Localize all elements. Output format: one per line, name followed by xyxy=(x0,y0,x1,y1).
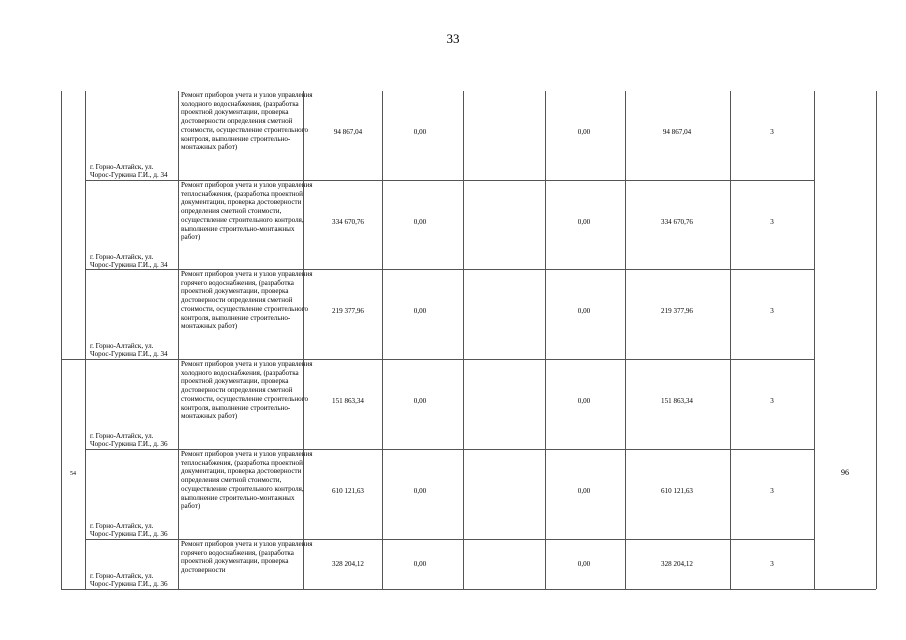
work-description-cell: Ремонт приборов учета и узлов управления холодного водоснабжения, (разработка проектной документации, проверка достоверности определения сметной стоимости, осуществление строительного контроля, выполнение строительно-монтажных работ) xyxy=(181,360,313,421)
value-cell: 0,00 xyxy=(413,218,427,226)
merged-right-value: 96 xyxy=(841,468,849,477)
table-row xyxy=(0,91,906,180)
address-cell: г. Горно-Алтайск, ул. Чорос-Гуркина Г.И., д. 34 xyxy=(90,341,168,359)
table-row xyxy=(0,181,906,270)
total-cell: 334 670,76 xyxy=(661,218,693,226)
value-cell: 0,00 xyxy=(413,307,427,315)
cost-cell: 328 204,12 xyxy=(332,560,364,568)
work-description-cell: Ремонт приборов учета и узлов управления теплоснабжения, (разработка проектной документации, проверка достоверности определения сметной стоимости, осуществление строительного контроля, выполнение строительно-монтажных работ) xyxy=(181,181,313,242)
value-cell: 0,00 xyxy=(413,560,427,568)
total-cell: 151 863,34 xyxy=(661,397,693,405)
value-cell: 0,00 xyxy=(577,307,591,315)
cost-cell: 219 377,96 xyxy=(332,307,364,315)
page-number: 33 xyxy=(446,31,460,46)
work-description-cell: Ремонт приборов учета и узлов управления горячего водоснабжения, (разработка проектной документации, проверка достоверности определения сметной стоимости, осуществление строительного контроля, выполнение строительно-монтажных работ) xyxy=(181,270,313,331)
value-cell: 0,00 xyxy=(413,128,427,136)
value-cell: 0,00 xyxy=(413,397,427,405)
total-cell: 610 121,63 xyxy=(661,487,693,495)
work-description-cell: Ремонт приборов учета и узлов управления холодного водоснабжения, (разработка проектной документации, проверка достоверности определения сметной стоимости, осуществление строительного контроля, выполнение строительно-монтажных работ) xyxy=(181,91,313,152)
table-row xyxy=(0,450,906,539)
count-cell: 3 xyxy=(770,307,774,315)
cost-cell: 151 863,34 xyxy=(332,397,364,405)
address-cell: г. Горно-Алтайск, ул. Чорос-Гуркина Г.И., д. 34 xyxy=(90,252,168,270)
value-cell: 0,00 xyxy=(577,487,591,495)
address-cell: г. Горно-Алтайск, ул. Чорос-Гуркина Г.И., д. 36 xyxy=(90,571,168,589)
value-cell: 0,00 xyxy=(577,560,591,568)
cost-cell: 334 670,76 xyxy=(332,218,364,226)
value-cell: 0,00 xyxy=(577,397,591,405)
address-cell: г. Горно-Алтайск, ул. Чорос-Гуркина Г.И., д. 34 xyxy=(90,162,168,180)
address-cell: г. Горно-Алтайск, ул. Чорос-Гуркина Г.И., д. 36 xyxy=(90,431,168,449)
value-cell: 0,00 xyxy=(577,218,591,226)
count-cell: 3 xyxy=(770,487,774,495)
work-description-cell: Ремонт приборов учета и узлов управления горячего водоснабжения, (разработка проектной документации, проверка достоверности xyxy=(181,540,313,575)
count-cell: 3 xyxy=(770,218,774,226)
count-cell: 3 xyxy=(770,397,774,405)
row-divider xyxy=(61,589,876,590)
table-row xyxy=(0,540,906,589)
merged-row-number: 54 xyxy=(70,471,76,477)
table-row xyxy=(0,360,906,449)
work-description-cell: Ремонт приборов учета и узлов управления теплоснабжения, (разработка проектной документации, проверка достоверности определения сметной стоимости, осуществление строительного контроля, выполнение строительно-монтажных работ) xyxy=(181,450,313,511)
total-cell: 328 204,12 xyxy=(661,560,693,568)
cost-cell: 94 867,04 xyxy=(333,128,363,136)
value-cell: 0,00 xyxy=(577,128,591,136)
total-cell: 94 867,04 xyxy=(662,128,692,136)
cost-cell: 610 121,63 xyxy=(332,487,364,495)
total-cell: 219 377,96 xyxy=(661,307,693,315)
count-cell: 3 xyxy=(770,128,774,136)
address-cell: г. Горно-Алтайск, ул. Чорос-Гуркина Г.И., д. 36 xyxy=(90,521,168,539)
table-row xyxy=(0,270,906,359)
count-cell: 3 xyxy=(770,560,774,568)
value-cell: 0,00 xyxy=(413,487,427,495)
